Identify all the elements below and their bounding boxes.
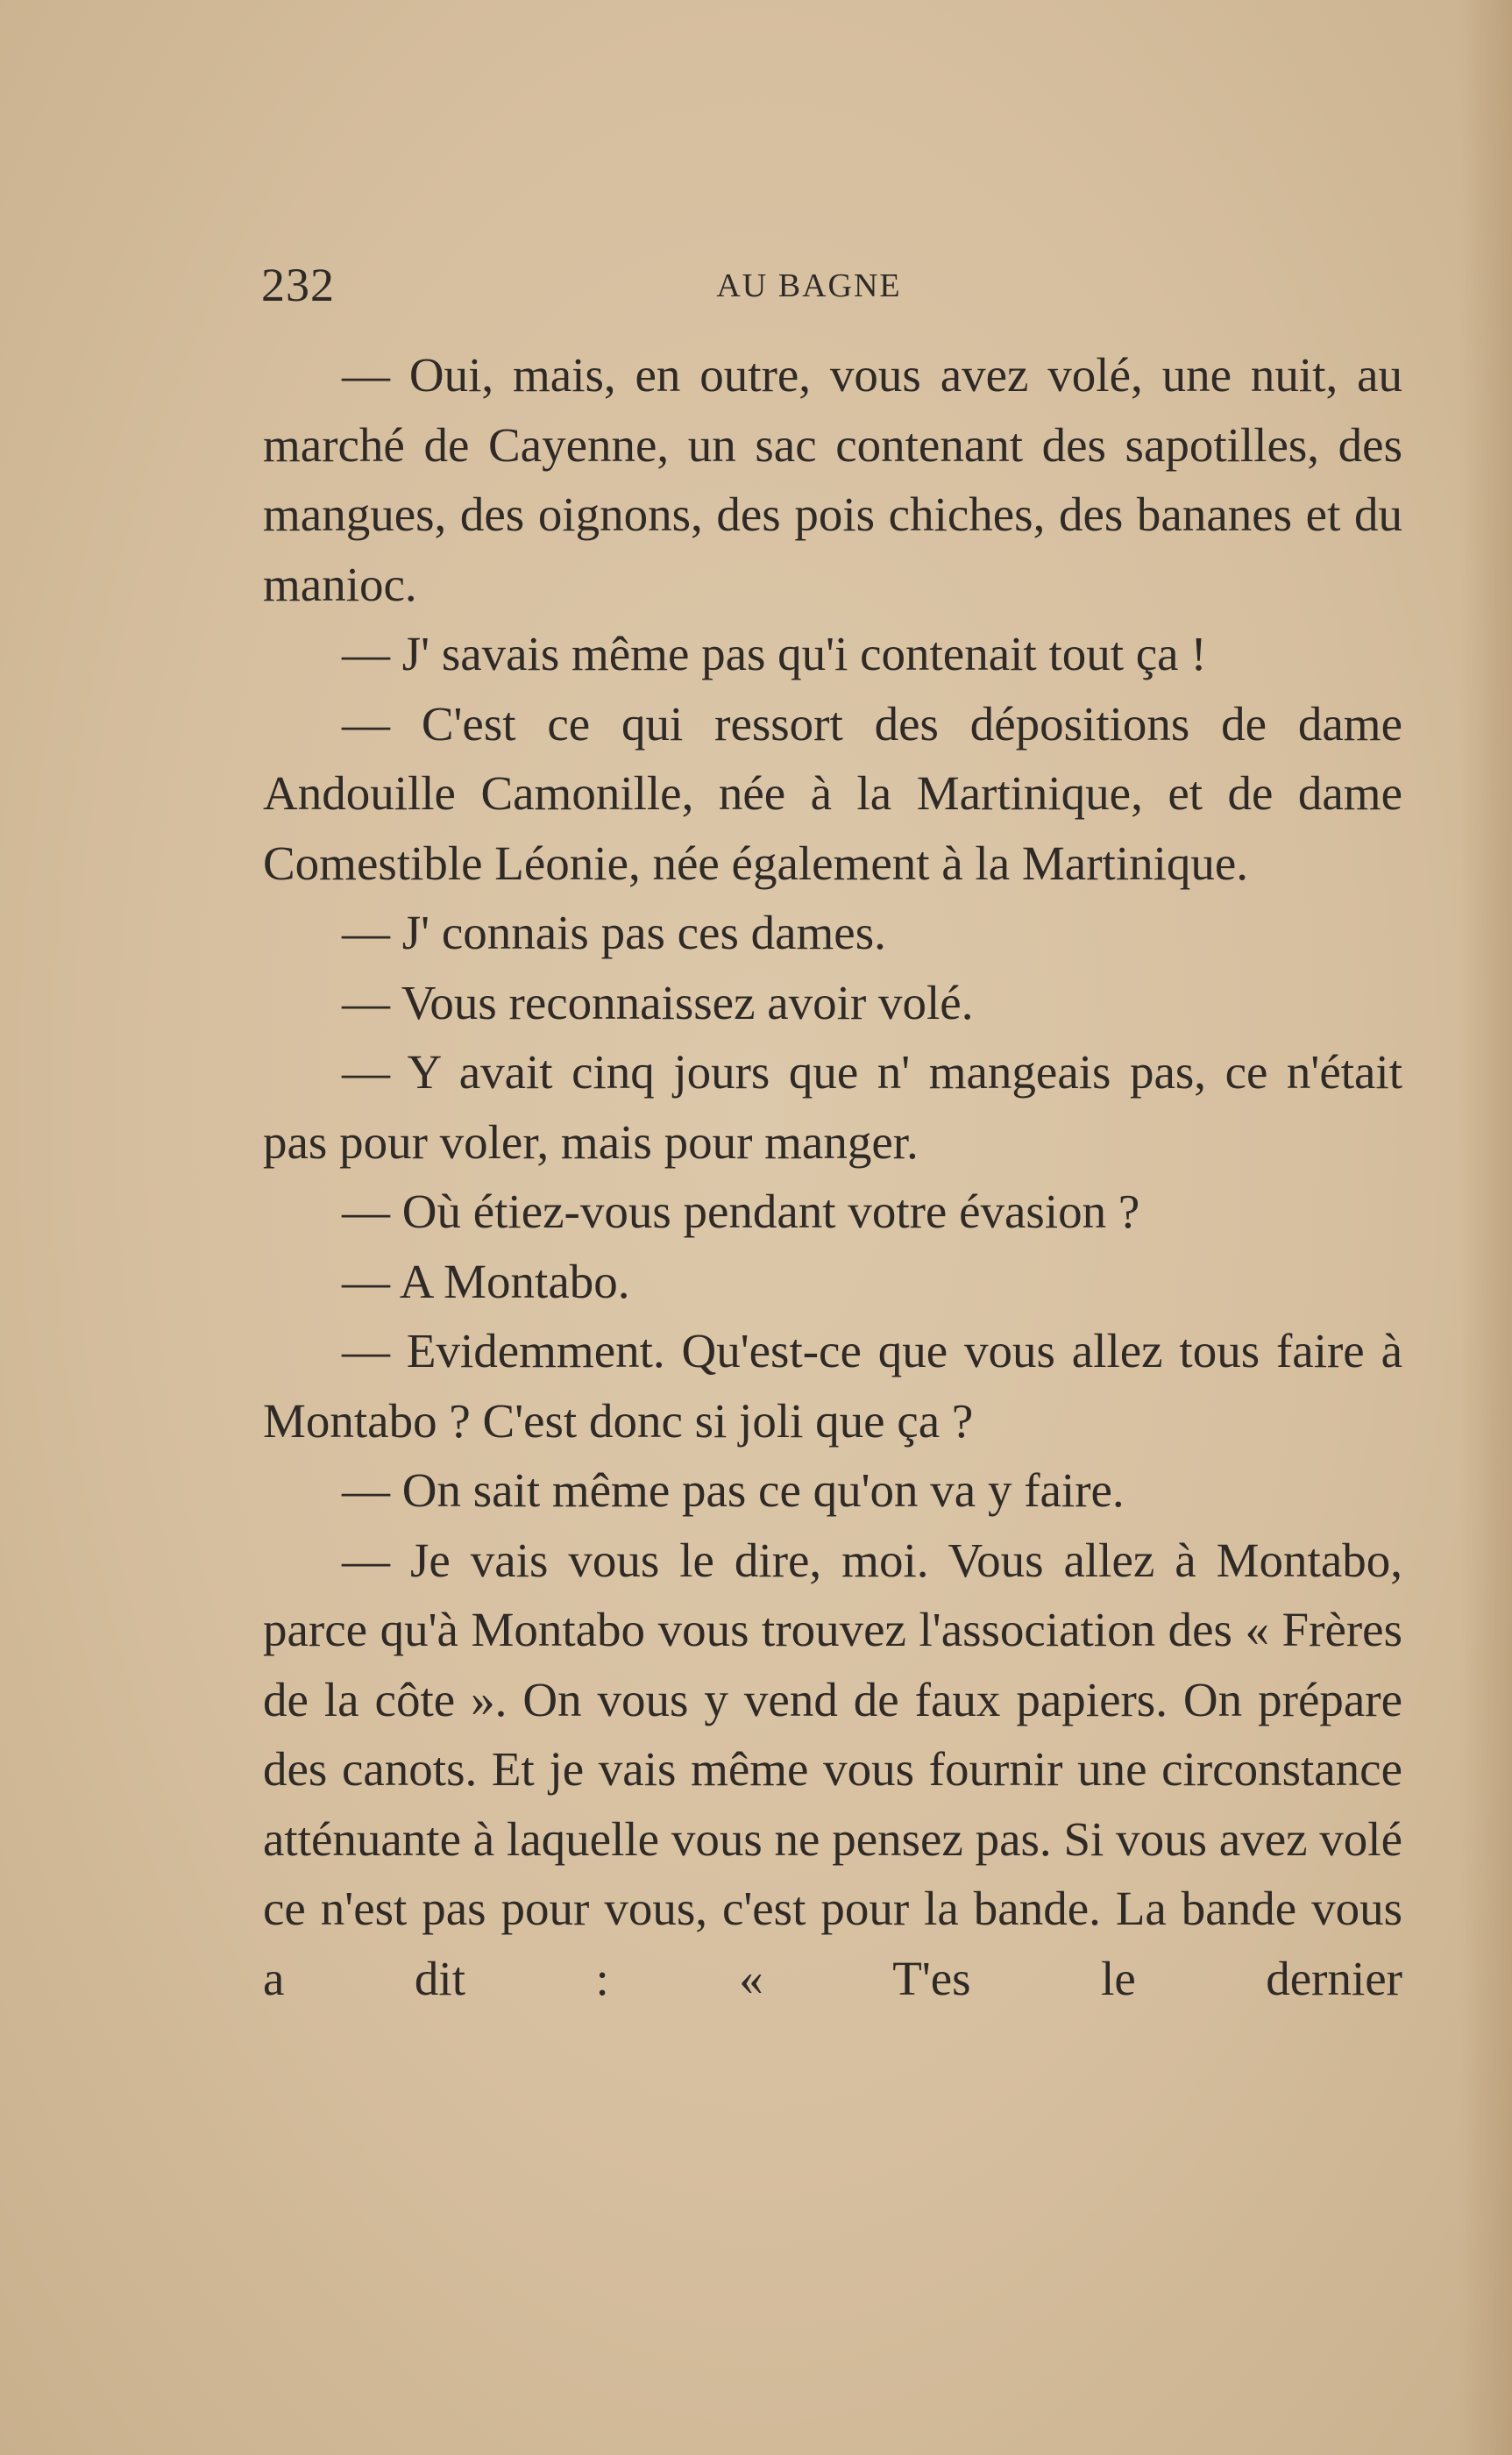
running-title: AU BAGNE [716, 267, 902, 304]
paragraph: — Vous reconnaissez avoir volé. [342, 975, 974, 1029]
paragraph: — Evidemment. Qu'est-ce que vous allez tous faire à Montabo ? C'est donc si joli que ça ? [263, 1324, 1402, 1448]
page-number: 232 [261, 259, 335, 311]
paragraph: — Je vais vous le dire, moi. Vous allez à Montabo, parce qu'à Montabo vous trouvez l'association des « Frères de la côte ». On vous y vend de faux papiers. On prépare des canots. Et je vais même vous fournir une circonstance atténuante à laquelle vous ne pensez pas. Si vous avez volé ce n'est pas pour vous, c'est pour la bande. La bande vous a dit : « T'es le dernier [263, 1533, 1402, 2005]
paragraph: — Où étiez-vous pendant votre évasion ? [342, 1185, 1140, 1238]
paragraph: — Oui, mais, en outre, vous avez volé, une nuit, au marché de Cayenne, un sac contenant des sapotilles, des mangues, des oignons, des pois chiches, des bananes et du manioc. [263, 348, 1402, 611]
page-edge-shadow [1459, 0, 1512, 2455]
paragraph: — C'est ce qui ressort des dépositions de dame Andouille Camonille, née à la Martinique, et de dame Comestible Léonie, née également à la Martinique. [263, 696, 1402, 890]
paragraph: — Y avait cinq jours que n' mangeais pas, ce n'était pas pour voler, mais pour manger. [263, 1045, 1402, 1169]
paragraph: — A Montabo. [342, 1254, 630, 1308]
paragraph: — On sait même pas ce qu'on va y faire. [342, 1463, 1125, 1517]
paragraph: — J' connais pas ces dames. [342, 906, 886, 959]
page-header [261, 259, 1409, 311]
text-body [263, 340, 1402, 2013]
paragraph: — J' savais même pas qu'i contenait tout ça ! [342, 627, 1207, 680]
